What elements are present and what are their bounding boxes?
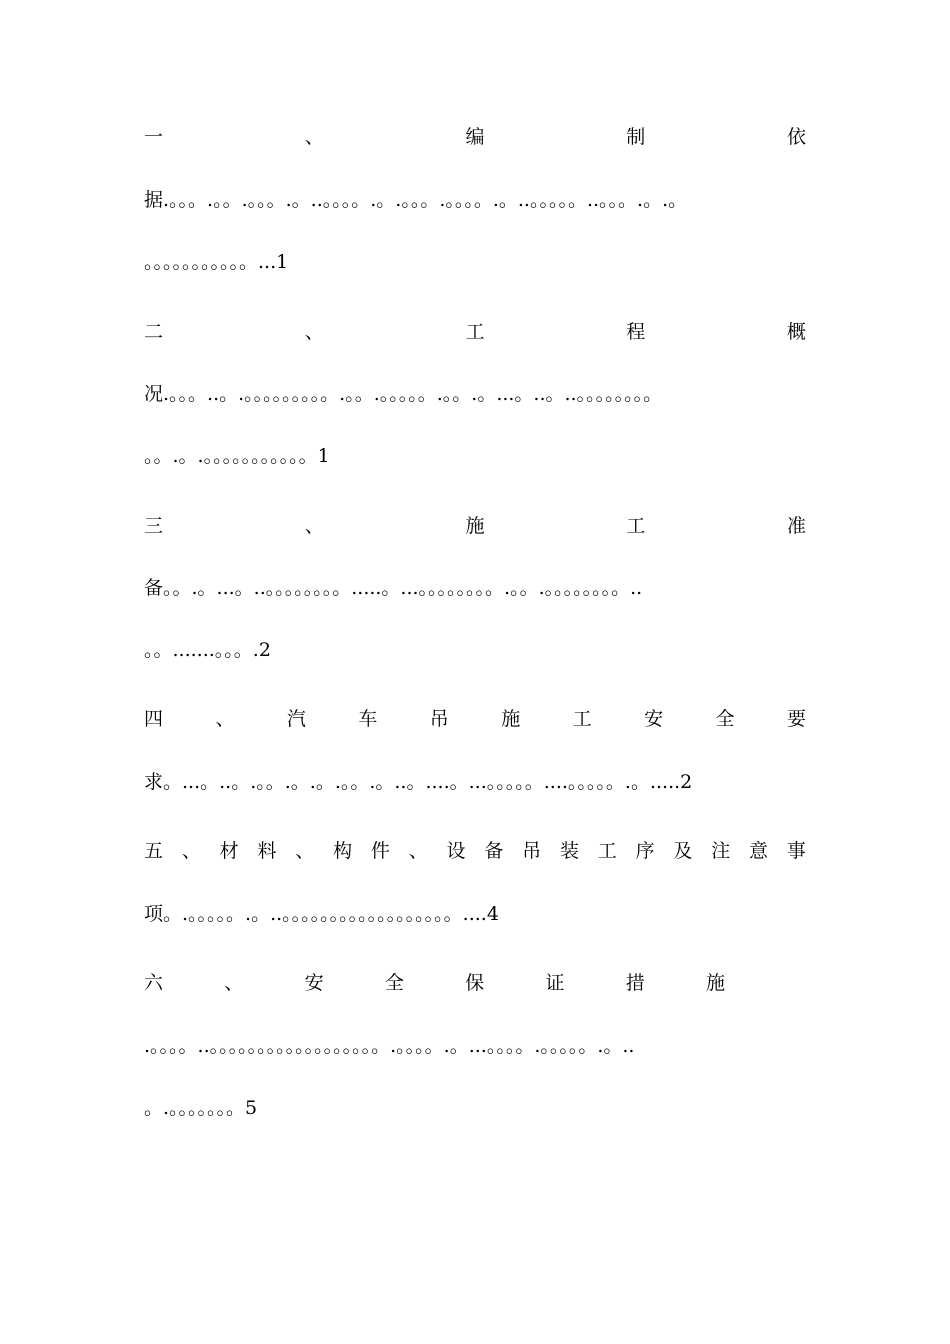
- heading-char: 程: [626, 321, 646, 343]
- toc-entry-4-leader: 求。...。..。.。。.。.。.。。.。..。....。...。。。。。....。。。。。.。.....2: [144, 771, 693, 793]
- heading-char: 一: [144, 126, 164, 148]
- heading-char: 全: [715, 708, 735, 730]
- heading-char: 施: [501, 708, 521, 730]
- heading-char: 设: [446, 840, 466, 862]
- heading-char: 、: [295, 840, 315, 862]
- heading-char: 构: [333, 840, 353, 862]
- heading-char: 工: [597, 840, 617, 862]
- heading-char: 序: [635, 840, 655, 862]
- heading-char: 汽: [286, 708, 306, 730]
- toc-entry-3-heading: [144, 512, 806, 540]
- heading-char: 装: [559, 840, 579, 862]
- heading-char: 料: [257, 840, 277, 862]
- toc-entry-2-heading: [144, 318, 806, 346]
- heading-char: 准: [786, 515, 806, 537]
- heading-char: 施: [705, 972, 725, 994]
- toc-entry-5-leader: 项。.。。。。。.。..。。。。。。。。。。。。。。。。。。....4: [144, 903, 499, 925]
- toc-entry-1-heading: [144, 123, 806, 151]
- toc-entry-3-page-line: 。。.......。。。.2: [144, 639, 271, 661]
- heading-char: 二: [144, 321, 164, 343]
- heading-char: 施: [465, 515, 485, 537]
- heading-char: 三: [144, 515, 164, 537]
- heading-char: 及: [673, 840, 693, 862]
- toc-entry-5-heading: [144, 837, 806, 865]
- heading-char: 措: [625, 972, 645, 994]
- heading-char: 吊: [522, 840, 542, 862]
- heading-char: 、: [215, 708, 235, 730]
- heading-char: 工: [626, 515, 646, 537]
- heading-char: 概: [786, 321, 806, 343]
- toc-entry-6-leader: .。。。。..。。。。。。。。。。。。。。。。。。.。。。。.。...。。。。.。。。。。.。..: [144, 1035, 635, 1057]
- heading-char: 意: [749, 840, 769, 862]
- heading-char: 五: [144, 840, 164, 862]
- heading-char: 四: [144, 708, 164, 730]
- heading-char: 证: [545, 972, 565, 994]
- toc-entry-6-heading: [144, 969, 725, 997]
- heading-char: 要: [786, 708, 806, 730]
- toc-entry-3-leader: 备。。.。...。..。。。。。。。。.....。...。。。。。。。。.。。.。。。。。。。。..: [144, 577, 643, 599]
- heading-char: 件: [370, 840, 390, 862]
- heading-char: 安: [304, 972, 324, 994]
- heading-char: 、: [304, 321, 324, 343]
- heading-char: 六: [144, 972, 164, 994]
- heading-char: 制: [626, 126, 646, 148]
- heading-char: 工: [465, 321, 485, 343]
- toc-entry-1-leader: 据.。。。.。。.。。。.。..。。。。.。.。。。.。。。。.。..。。。。。..。。。.。.。: [144, 189, 688, 211]
- toc-entry-1-page-line: 。。。。。。。。。。。...1: [144, 251, 289, 273]
- heading-char: 全: [384, 972, 404, 994]
- heading-char: 安: [644, 708, 664, 730]
- heading-char: 材: [219, 840, 239, 862]
- toc-entry-2-leader: 况.。。。..。.。。。。。。。。。.。。.。。。。。.。。.。...。..。..。。。。。。。。: [144, 383, 663, 405]
- toc-entry-4-heading: [144, 705, 806, 733]
- heading-char: 、: [304, 515, 324, 537]
- heading-char: 、: [304, 126, 324, 148]
- heading-char: 工: [572, 708, 592, 730]
- heading-char: 注: [711, 840, 731, 862]
- heading-char: 车: [358, 708, 378, 730]
- heading-char: 、: [224, 972, 244, 994]
- heading-char: 编: [465, 126, 485, 148]
- heading-char: 、: [408, 840, 428, 862]
- heading-char: 吊: [429, 708, 449, 730]
- heading-char: 依: [786, 126, 806, 148]
- toc-entry-2-page-line: 。。.。.。。。。。。。。。。。1: [144, 445, 330, 467]
- heading-char: 保: [465, 972, 485, 994]
- heading-char: 备: [484, 840, 504, 862]
- toc-entry-6-page-line: 。.。。。。。。。5: [144, 1097, 258, 1119]
- heading-char: 、: [181, 840, 201, 862]
- heading-char: 事: [786, 840, 806, 862]
